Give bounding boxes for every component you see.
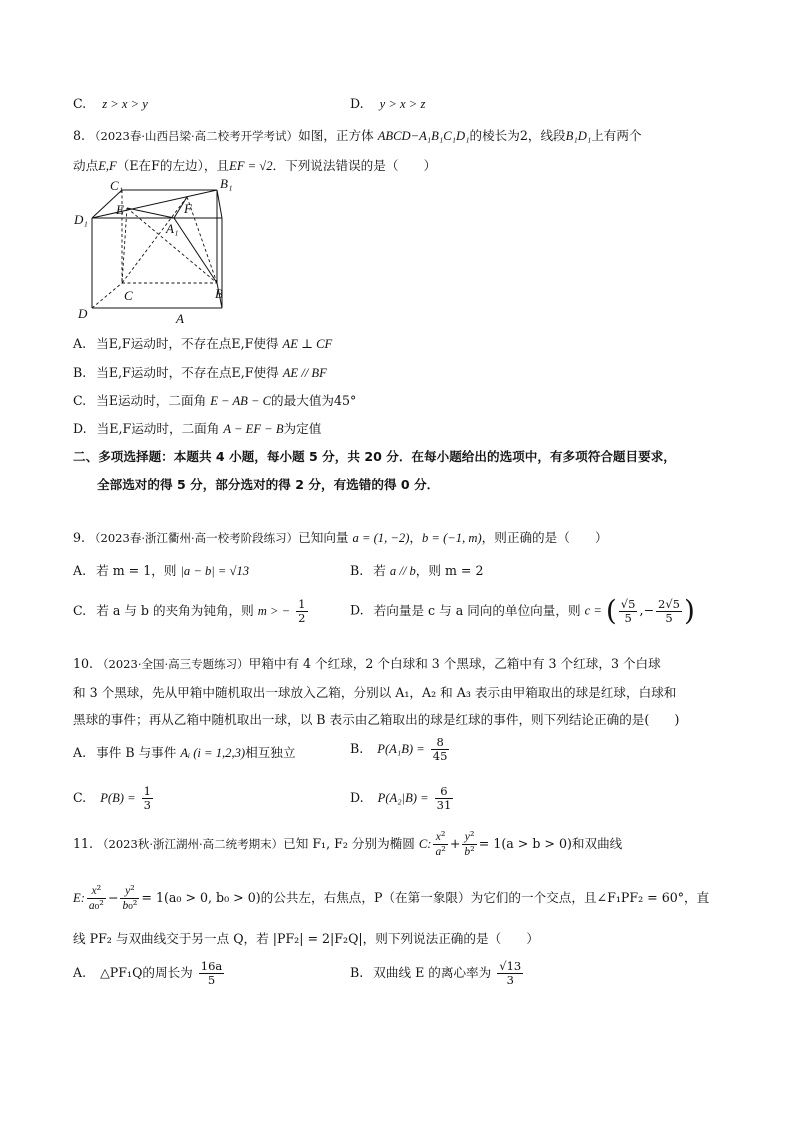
q10-stem-line1 xyxy=(73,653,661,672)
option-text: 事件 B 与事件 xyxy=(96,745,177,760)
option-expr: y > x > z xyxy=(379,97,426,111)
option-label: C. xyxy=(73,603,87,618)
option-text: 双曲线 E 的离心率为 xyxy=(373,965,492,980)
points-name: E,F xyxy=(98,159,117,173)
option-label: A. xyxy=(73,745,87,760)
vector-a: a = (1, −2) xyxy=(352,531,410,545)
q9-option-c xyxy=(73,598,310,625)
segment-name: B₁D₁ xyxy=(565,129,592,143)
option-label: A. xyxy=(73,563,87,578)
option-expr: a // b xyxy=(389,564,416,578)
q8-stem-line1 xyxy=(73,127,642,145)
stem-text: = 1(a > b > 0)和双曲线 xyxy=(478,836,623,851)
q9-option-b xyxy=(350,560,484,579)
q10-option-c xyxy=(73,785,155,812)
numerator: √13 xyxy=(499,959,522,973)
cube-figure xyxy=(72,178,242,328)
option-label: B. xyxy=(350,563,364,578)
option-label: A. xyxy=(73,336,87,351)
q10-stem-line2: 和 3 个黑球，先从甲箱中随机取出一球放入乙箱，分别以 A₁，A₂ 和 A₃ 表示由甲箱取出的球是红球，白球和 xyxy=(73,685,677,700)
stem-text: 动点 xyxy=(73,158,99,173)
q11-option-b xyxy=(350,960,525,987)
option-label: C. xyxy=(73,790,87,805)
stem-text: 甲箱中有 4 个红球，2 个白球和 3 个黑球，乙箱中有 3 个红球，3 个白球 xyxy=(248,656,661,671)
question-source: （2023·全国·高三专题练习） xyxy=(97,657,249,671)
cube-name: ABCD−A₁B₁C₁D₁ xyxy=(377,129,470,143)
denominator: 5 xyxy=(665,610,673,625)
section-heading-line1: 二、多项选择题：本题共 4 小题，每小题 5 分，共 20 分．在每小题给出的选项中，有多项符合题目要求， xyxy=(73,449,676,464)
question-number: 11. xyxy=(73,836,94,851)
label-a1: A₁ xyxy=(166,221,179,236)
numerator: 8 xyxy=(431,736,450,750)
q8-stem-line2 xyxy=(73,157,436,175)
q9-option-a xyxy=(73,560,249,579)
fraction xyxy=(462,830,476,859)
hidden-edge-d-c xyxy=(92,283,122,308)
option-label: B. xyxy=(350,965,364,980)
label-d1: D₁ xyxy=(74,212,88,227)
option-tail: 相互独立 xyxy=(245,745,296,760)
denominator: 5 xyxy=(207,973,216,987)
question-source: （2023秋·浙江湖州·高二统考期末） xyxy=(97,837,284,851)
question-source: （2023春·山西吕梁·高二校考开学考试） xyxy=(89,129,299,143)
option-text: 当E,F运动时，不存在点E,F使得 xyxy=(96,336,279,351)
q7-option-d xyxy=(350,96,425,112)
ef-equation: EF = √2 xyxy=(229,159,273,173)
q11-stem-line2: E: $\frac{\text{x²}}{\text{a₀²}}$ − $\frac{\text{y²}}{\text{b₀²}}$ = 1(a₀ > 0, b₀ > 0)的公共左，右焦点，P（在第一象限）为它们的一个交点，且∠F₁PF₂ = 60°，直 xyxy=(73,883,710,912)
q8-option-a xyxy=(73,333,332,352)
option-label: D. xyxy=(350,790,364,805)
label-e: E xyxy=(116,202,124,217)
denominator: 45 xyxy=(432,749,448,763)
option-expr: z > x > y xyxy=(102,97,148,111)
q10-option-b xyxy=(350,736,451,763)
option-text: 当E运动时，二面角 xyxy=(96,393,207,408)
q10-option-a xyxy=(73,742,295,761)
option-label: B. xyxy=(73,365,87,380)
fraction xyxy=(497,960,523,987)
option-text: 当E,F运动时，二面角 xyxy=(96,421,220,436)
label-d: D xyxy=(78,306,88,321)
question-source: （2023春·浙江衢州·高一校考阶段练习） xyxy=(89,531,299,545)
right-paren: ) xyxy=(683,594,695,627)
fraction xyxy=(435,785,454,812)
stem-text: 已知 F₁, F₂ 分别为椭圆 xyxy=(283,836,415,851)
numerator: x² xyxy=(433,830,447,845)
option-text: 若向量是 c 与 a 同向的单位向量，则 xyxy=(373,602,581,618)
q11-stem-line3: 线 PF₂ 与双曲线交于另一点 Q，若 |PF₂| = 2|F₂Q|，则下列说法正确的是（ ） xyxy=(73,931,539,946)
hidden-segment-fc xyxy=(122,197,187,283)
fraction xyxy=(433,830,447,859)
q8-option-b xyxy=(73,362,327,381)
option-label: C. xyxy=(73,393,87,408)
option-label: A. xyxy=(73,965,87,980)
option-tail: ，则 m = 2 xyxy=(415,563,484,578)
option-expr: AE // BF xyxy=(282,366,327,380)
stem-text: E在F的左边），且 xyxy=(129,158,230,173)
stem-text: ，则正确的是（ ） xyxy=(481,530,608,545)
vector-b: b = (−1, m) xyxy=(421,531,482,545)
fraction xyxy=(120,884,139,913)
option-expr: AE ⊥ CF xyxy=(282,337,333,351)
option-expr: P(B) = xyxy=(100,791,136,805)
numerator: y² xyxy=(462,830,476,845)
question-number: 9. xyxy=(73,530,86,545)
label-b1: B₁ xyxy=(220,178,233,191)
fraction xyxy=(87,884,106,913)
option-expr: m > − xyxy=(257,604,291,618)
left-paren: ( xyxy=(605,594,617,627)
label-b: B xyxy=(215,286,223,301)
numerator: 16a xyxy=(200,959,223,973)
question-number: 10. xyxy=(73,656,94,671)
option-label: D. xyxy=(73,421,87,436)
option-label: D. xyxy=(350,602,364,618)
fraction xyxy=(199,960,225,987)
q9-option-d: D. 若向量是 c 与 a 同向的单位向量，则 c = ( $\frac{√5}{5}$ ,− $\frac{2√5}{5}$ ) xyxy=(350,594,695,627)
option-expr: E − AB − C xyxy=(210,394,272,408)
stem-text: 已知向量 xyxy=(298,530,349,545)
hyperbola-name: E: xyxy=(73,891,85,905)
option-text: 若 m = 1，则 xyxy=(96,563,177,578)
denominator: 31 xyxy=(436,798,452,812)
option-expr: △PF₁Q的周长为 xyxy=(100,965,193,980)
numerator: 1 xyxy=(298,597,306,611)
q7-option-c xyxy=(73,96,148,112)
option-expr: c = xyxy=(584,603,602,618)
segment-ae xyxy=(127,208,174,218)
fraction xyxy=(142,785,153,812)
denominator: 3 xyxy=(143,798,151,812)
q8-option-c xyxy=(73,390,356,409)
option-expr: P(A₁B) = xyxy=(377,742,425,756)
q10-stem-line3: 黑球的事件；再从乙箱中随机取出一球，以 B 表示由乙箱取出的球是红球的事件，则下列结论正确的是( ) xyxy=(73,712,680,727)
option-text: 若 a 与 b 的夹角为钝角，则 xyxy=(96,603,254,618)
label-f: F xyxy=(184,201,192,216)
option-label: B. xyxy=(350,741,364,756)
denominator: b² xyxy=(464,844,475,858)
label-c1: C₁ xyxy=(110,178,124,193)
stem-text: ， xyxy=(409,530,422,545)
option-tail: 的最大值为45° xyxy=(271,393,357,408)
stem-text: 上有两个 xyxy=(591,128,642,143)
numerator: x² xyxy=(87,884,106,899)
hidden-segment-ec xyxy=(122,208,127,283)
fraction xyxy=(656,598,682,625)
numerator: 6 xyxy=(435,785,454,799)
option-expr: A − EF − B xyxy=(223,422,284,436)
denominator: 5 xyxy=(624,610,632,625)
numerator: 2√5 xyxy=(658,596,680,611)
fraction xyxy=(431,736,450,763)
edge-b1-a1 xyxy=(217,190,222,218)
q9-stem xyxy=(73,527,608,546)
stem-text: （ xyxy=(116,158,130,173)
denominator: a² xyxy=(435,844,446,858)
denominator: b₀² xyxy=(122,898,138,912)
numerator: √5 xyxy=(620,596,636,611)
q11-option-a xyxy=(73,960,226,987)
option-tail: 为定值 xyxy=(283,421,322,436)
label-c: C xyxy=(124,288,133,303)
numerator: y² xyxy=(120,884,139,899)
numerator: 1 xyxy=(143,784,151,798)
section-heading-line2: 全部选对的得 5 分，部分选对的得 2 分，有选错的得 0 分． xyxy=(97,477,440,492)
option-text: 若 xyxy=(373,563,386,578)
label-a: A xyxy=(176,311,184,326)
q8-option-d xyxy=(73,418,321,437)
question-number: 8. xyxy=(73,128,86,143)
fraction xyxy=(296,598,307,625)
option-label: D. xyxy=(350,96,364,111)
option-expr: Aᵢ (i = 1,2,3) xyxy=(180,746,246,760)
stem-text: ．下列说法错误的是（ ） xyxy=(272,158,437,173)
q10-option-d xyxy=(350,785,455,812)
stem-text: = 1(a₀ > 0, b₀ > 0)的公共左，右焦点，P（在第一象限）为它们的一个交点，且∠F₁PF₂ = 60°，直 xyxy=(141,890,710,905)
stem-text: 如图，正方体 xyxy=(298,128,374,143)
option-expr: P(A₂|B) = xyxy=(377,791,429,805)
stem-text: 的棱长为2，线段 xyxy=(469,128,566,143)
denominator: 3 xyxy=(506,973,514,987)
option-label: C. xyxy=(73,96,87,111)
denominator: a₀² xyxy=(88,898,104,912)
segment-a-b xyxy=(174,218,217,283)
fraction xyxy=(619,598,638,625)
q11-stem-line1: 11. （2023秋·浙江湖州·高二统考期末）已知 F₁, F₂ 分别为椭圆 C: $\frac{\text{x²}}{\text{a²}}$ + $\frac{\text{y²}}{\text{b²}}$ = 1(a > b > 0)和双曲线 xyxy=(73,829,623,858)
ellipse-name: C: xyxy=(418,837,432,851)
option-text: 当E,F运动时，不存在点E,F使得 xyxy=(96,365,279,380)
option-expr: |a − b| = √13 xyxy=(180,564,250,578)
denominator: 2 xyxy=(298,611,306,625)
